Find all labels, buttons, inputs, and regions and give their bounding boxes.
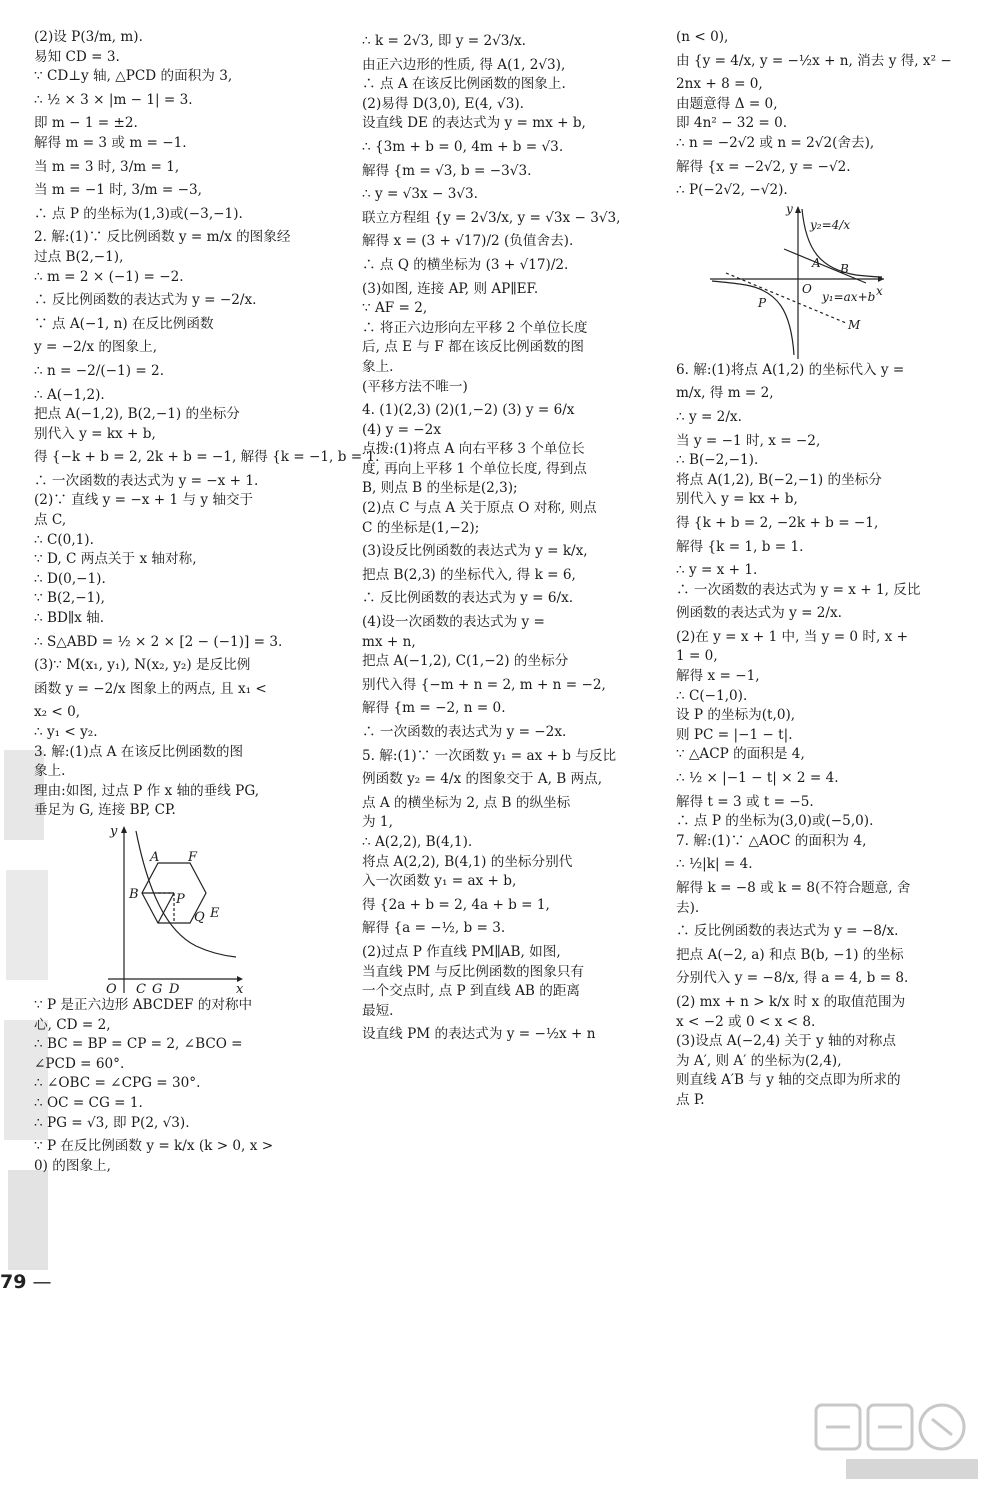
text-line: ∴ C(−1,0). (676, 687, 748, 704)
text-line: 得 {k + b = 2, −2k + b = −1, (676, 514, 879, 531)
text-line: 过点 B(2,−1), (34, 248, 124, 265)
text-line: 6. 解:(1)将点 A(1,2) 的坐标代入 y = (676, 361, 905, 378)
text-line: (2)设 P(3/m, m). (34, 29, 143, 45)
text-line: ∴ y = 2/x. (676, 408, 742, 425)
text-line: ∴ ½|k| = 4. (676, 856, 753, 873)
text-line: 由题意得 Δ = 0, (676, 95, 778, 112)
text-line: 把点 B(2,3) 的坐标代入, 得 k = 6, (362, 566, 576, 583)
text-line: 点拨:(1)将点 A 向右平移 3 个单位长 (362, 441, 585, 458)
text-line: 2. 解:(1)∵ 反比例函数 y = m/x 的图象经 (34, 229, 291, 246)
fig-label: M (848, 317, 861, 332)
text-line: ∴ BD∥x 轴. (34, 610, 105, 627)
fig-label: x (236, 981, 244, 997)
text-line: 心, CD = 2, (34, 1016, 111, 1033)
fig-label: A (812, 255, 821, 270)
text-line: 后, 点 E 与 F 都在该反比例函数的图 (362, 339, 584, 356)
text-line: (2)在 y = x + 1 中, 当 y = 0 时, x + (676, 628, 908, 645)
text-line: ∴ 一次函数的表达式为 y = −2x. (362, 724, 567, 740)
text-line: 点 A 的横坐标为 2, 点 B 的纵坐标 (362, 794, 571, 811)
text-line: 由正六边形的性质, 得 A(1, 2√3), (362, 56, 566, 73)
text-line: 当直线 PM 与反比例函数的图象只有 (362, 963, 585, 980)
text-line: 易知 CD = 3. (34, 48, 120, 65)
fig-label: P (176, 891, 185, 907)
text-line: ∴ 反比例函数的表达式为 y = −2/x. (34, 292, 257, 309)
text-line: ∴ B(−2,−1). (676, 452, 759, 469)
text-line: ∴ m = 2 × (−1) = −2. (34, 268, 184, 285)
fig-label: A (150, 849, 160, 865)
text-line: 当 m = −1 时, 3/m = −3, (34, 182, 202, 199)
text-line: 1 = 0, (676, 648, 718, 665)
text-line: mx + n, (362, 633, 416, 650)
text-line: ∴ BC = BP = CP = 2, ∠BCO = (34, 1036, 243, 1053)
text-line: 一个交点时, 点 P 到直线 AB 的距离 (362, 983, 581, 1000)
text-line: 当 m = 3 时, 3/m = 1, (34, 158, 180, 175)
column-3 (676, 28, 976, 1111)
text-line: 为 1, (362, 814, 393, 831)
text-line: ∵ 点 A(−1, n) 在反比例函数 (34, 315, 214, 332)
text-line: ∴ y = x + 1. (676, 562, 758, 579)
text-line: ∴ 点 P 的坐标为(3,0)或(−5,0). (676, 813, 874, 830)
text-line: ∴ n = −2√2 或 n = 2√2(舍去), (676, 134, 875, 151)
text-line: ∴ {3m + b = 0, 4m + b = √3. (362, 138, 564, 155)
text-line: 入一次函数 y₁ = ax + b, (362, 873, 517, 890)
text-line: 解得 x = −1, (676, 668, 760, 685)
text-line: C 的坐标是(1,−2); (362, 519, 480, 536)
text-line: ∵ CD⊥y 轴, △PCD 的面积为 3, (34, 68, 233, 85)
text-line: ∴ P(−2√2, −√2). (676, 182, 788, 199)
text-line: ∴ C(0,1). (34, 531, 94, 548)
fig-label: D (169, 981, 180, 997)
text-line: 设直线 PM 的表达式为 y = −½x + n (362, 1026, 596, 1043)
text-line: (2)∵ 直线 y = −x + 1 与 y 轴交于 (34, 492, 254, 509)
text-line: 5. 解:(1)∵ 一次函数 y₁ = ax + b 与反比 (362, 747, 617, 764)
text-line: 象上. (362, 358, 394, 375)
text-line: ∴ ½ × 3 × |m − 1| = 3. (34, 91, 193, 108)
text-line: ∵ P 是正六边形 ABCDEF 的对称中 (34, 996, 253, 1013)
text-line: 得 {−k + b = 2, 2k + b = −1, 解得 {k = −1, b = 1. (34, 449, 380, 466)
text-line: 联立方程组 {y = 2√3/x, y = √3x − 3√3, (362, 209, 621, 226)
text-line: 当 y = −1 时, x = −2, (676, 432, 821, 449)
text-line: ∴ 一次函数的表达式为 y = −x + 1. (34, 472, 259, 489)
text-line: ∴ y₁ < y₂. (34, 724, 98, 740)
text-line: ∴ k = 2√3, 即 y = 2√3/x. (362, 33, 526, 49)
fig-label: G (152, 981, 163, 997)
text-line: (3)∵ M(x₁, y₁), N(x₂, y₂) 是反比例 (34, 657, 251, 674)
text-line: 别代入得 {−m + n = 2, m + n = −2, (362, 676, 606, 693)
text-line: 3. 解:(1)点 A 在该反比例函数的图 (34, 743, 244, 760)
text-line: ∴ 一次函数的表达式为 y = x + 1, 反比 (676, 581, 921, 598)
text-line: ∴ y = √3x − 3√3. (362, 186, 478, 203)
text-line: (3)设反比例函数的表达式为 y = k/x, (362, 543, 588, 560)
fig-label: E (210, 905, 220, 921)
text-line: ∵ P 在反比例函数 y = k/x (k > 0, x > (34, 1138, 274, 1155)
text-line: 解得 {m = −2, n = 0. (362, 700, 506, 717)
text-line: 垂足为 G, 连接 BP, CP. (34, 802, 176, 819)
text-line: ∴ S△ABD = ½ × 2 × [2 − (−1)] = 3. (34, 633, 283, 650)
text-line: ∴ ½ × |−1 − t| × 2 = 4. (676, 770, 839, 787)
text-line: 理由:如图, 过点 P 作 x 轴的垂线 PG, (34, 782, 260, 799)
text-line: 点 P. (676, 1091, 705, 1108)
hexagon-figure (96, 821, 246, 996)
text-line: (2)过点 P 作直线 PM∥AB, 如图, (362, 943, 561, 960)
text-line: 解得 k = −8 或 k = 8(不符合题意, 舍 (676, 880, 911, 896)
text-line: ∴ 点 P 的坐标为(1,3)或(−3,−1). (34, 205, 243, 222)
text-line: 点 C, (34, 512, 67, 529)
text-line: ∴ ∠OBC = ∠CPG = 30°. (34, 1075, 201, 1092)
text-line: 即 4n² − 32 = 0. (676, 115, 788, 132)
text-line: 为 A′, 则 A′ 的坐标为(2,4), (676, 1052, 842, 1069)
text-line: 2nx + 8 = 0, (676, 76, 763, 93)
text-line: ∴ 将正六边形向左平移 2 个单位长度 (362, 319, 588, 336)
text-line: ∠PCD = 60°. (34, 1055, 125, 1072)
text-line: 别代入 y = kx + b, (34, 425, 156, 442)
text-line: 7. 解:(1)∵ △AOC 的面积为 4, (676, 832, 867, 849)
text-line: 把点 A(−2, a) 和点 B(b, −1) 的坐标 (676, 946, 904, 963)
text-line: y = −2/x 的图象上, (34, 339, 158, 356)
text-line: 把点 A(−1,2), C(1,−2) 的坐标分 (362, 653, 569, 670)
fig-label: y₁=ax+b (822, 289, 876, 304)
text-line: ∴ PG = √3, 即 P(2, √3). (34, 1114, 190, 1131)
text-line: (3)设点 A(−2,4) 关于 y 轴的对称点 (676, 1033, 896, 1050)
text-line: 解得 {m = √3, b = −3√3. (362, 162, 532, 179)
text-line: 将点 A(1,2), B(−2,−1) 的坐标分 (676, 471, 882, 488)
text-line: ∴ A(−1,2). (34, 386, 105, 403)
text-line: (2)易得 D(3,0), E(4, √3). (362, 95, 524, 112)
text-line: 则 PC = |−1 − t|. (676, 726, 793, 743)
page-number: 79 — (0, 1271, 52, 1293)
fig-label: B (129, 886, 139, 902)
hyperbola-figure (706, 201, 886, 361)
text-line: ∴ 反比例函数的表达式为 y = 6/x. (362, 590, 574, 607)
fig-label: x (876, 283, 883, 298)
text-line: ∵ △ACP 的面积是 4, (676, 746, 805, 763)
text-line: ∴ D(0,−1). (34, 570, 106, 587)
text-line: ∴ 点 Q 的横坐标为 (3 + √17)/2. (362, 256, 569, 273)
text-line: 解得 t = 3 或 t = −5. (676, 793, 814, 810)
text-line: 解得 {x = −2√2, y = −√2. (676, 158, 851, 175)
text-line: 例函数 y₂ = 4/x 的图象交于 A, B 两点, (362, 771, 603, 788)
text-line: 解得 x = (3 + √17)/2 (负值舍去). (362, 233, 574, 250)
text-line: (n < 0), (676, 29, 729, 45)
text-line: x < −2 或 0 < x < 8. (676, 1013, 816, 1030)
text-line: ∴ 反比例函数的表达式为 y = −8/x. (676, 923, 899, 940)
text-line: 例函数的表达式为 y = 2/x. (676, 605, 842, 622)
text-line: (4)设一次函数的表达式为 y = (362, 614, 545, 631)
text-line: 最短. (362, 1002, 394, 1019)
text-line: 即 m − 1 = ±2. (34, 115, 138, 132)
text-line: 分别代入 y = −8/x, 得 a = 4, b = 8. (676, 970, 909, 987)
text-line: 函数 y = −2/x 图象上的两点, 且 x₁ < (34, 680, 267, 697)
text-line: 把点 A(−1,2), B(2,−1) 的坐标分 (34, 406, 240, 423)
fig-label: C (136, 981, 146, 997)
text-line: ∵ AF = 2, (362, 300, 428, 317)
text-line: ∴ A(2,2), B(4,1). (362, 833, 473, 850)
text-line: 解得 m = 3 或 m = −1. (34, 134, 187, 151)
fig-label: O (802, 281, 812, 296)
fig-label: y (786, 201, 793, 216)
text-line: 设 P 的坐标为(t,0), (676, 707, 796, 724)
fig-label: F (188, 849, 198, 865)
text-line: 则直线 A′B 与 y 轴的交点即为所求的 (676, 1072, 901, 1089)
text-line: (2)点 C 与点 A 关于原点 O 对称, 则点 (362, 500, 597, 517)
text-line: 别代入 y = kx + b, (676, 491, 798, 508)
text-line: (2) mx + n > k/x 时 x 的取值范围为 (676, 993, 906, 1010)
text-line: 设直线 DE 的表达式为 y = mx + b, (362, 115, 586, 132)
fig-label: O (106, 981, 117, 997)
text-line: (平移方法不唯一) (362, 378, 468, 395)
watermark-logo (812, 1399, 982, 1485)
text-line: (4) y = −2x (362, 421, 441, 438)
fig-label: y₂=4/x (810, 217, 851, 232)
column-2 (362, 28, 652, 1045)
text-line: 由 {y = 4/x, y = −½x + n, 消去 y 得, x² − (676, 52, 952, 69)
text-line: x₂ < 0, (34, 704, 81, 721)
text-line: 将点 A(2,2), B(4,1) 的坐标分别代 (362, 853, 573, 870)
text-line: ∴ OC = CG = 1. (34, 1094, 143, 1111)
text-line: 去). (676, 899, 700, 916)
fig-label: Q (194, 909, 205, 925)
text-line: 象上. (34, 763, 66, 780)
text-line: (3)如图, 连接 AP, 则 AP∥EF. (362, 280, 539, 297)
text-line: B, 则点 B 的坐标是(2,3); (362, 480, 518, 497)
fig-label: P (758, 295, 767, 310)
text-line: ∴ 点 A 在该反比例函数的图象上. (362, 76, 566, 93)
text-line: ∵ B(2,−1), (34, 590, 105, 607)
text-line: ∴ n = −2/(−1) = 2. (34, 362, 165, 379)
text-line: 4. (1)(2,3) (2)(1,−2) (3) y = 6/x (362, 402, 575, 419)
text-line: 解得 {k = 1, b = 1. (676, 538, 804, 555)
text-line: m/x, 得 m = 2, (676, 385, 774, 402)
fig-label: y (110, 823, 118, 839)
fig-label: B (840, 261, 849, 276)
text-line: 得 {2a + b = 2, 4a + b = 1, (362, 896, 550, 913)
text-line: ∵ D, C 两点关于 x 轴对称, (34, 551, 197, 568)
text-line: 0) 的图象上, (34, 1157, 111, 1174)
text-line: 解得 {a = −½, b = 3. (362, 920, 506, 937)
text-line: 度, 再向上平移 1 个单位长度, 得到点 (362, 460, 587, 477)
